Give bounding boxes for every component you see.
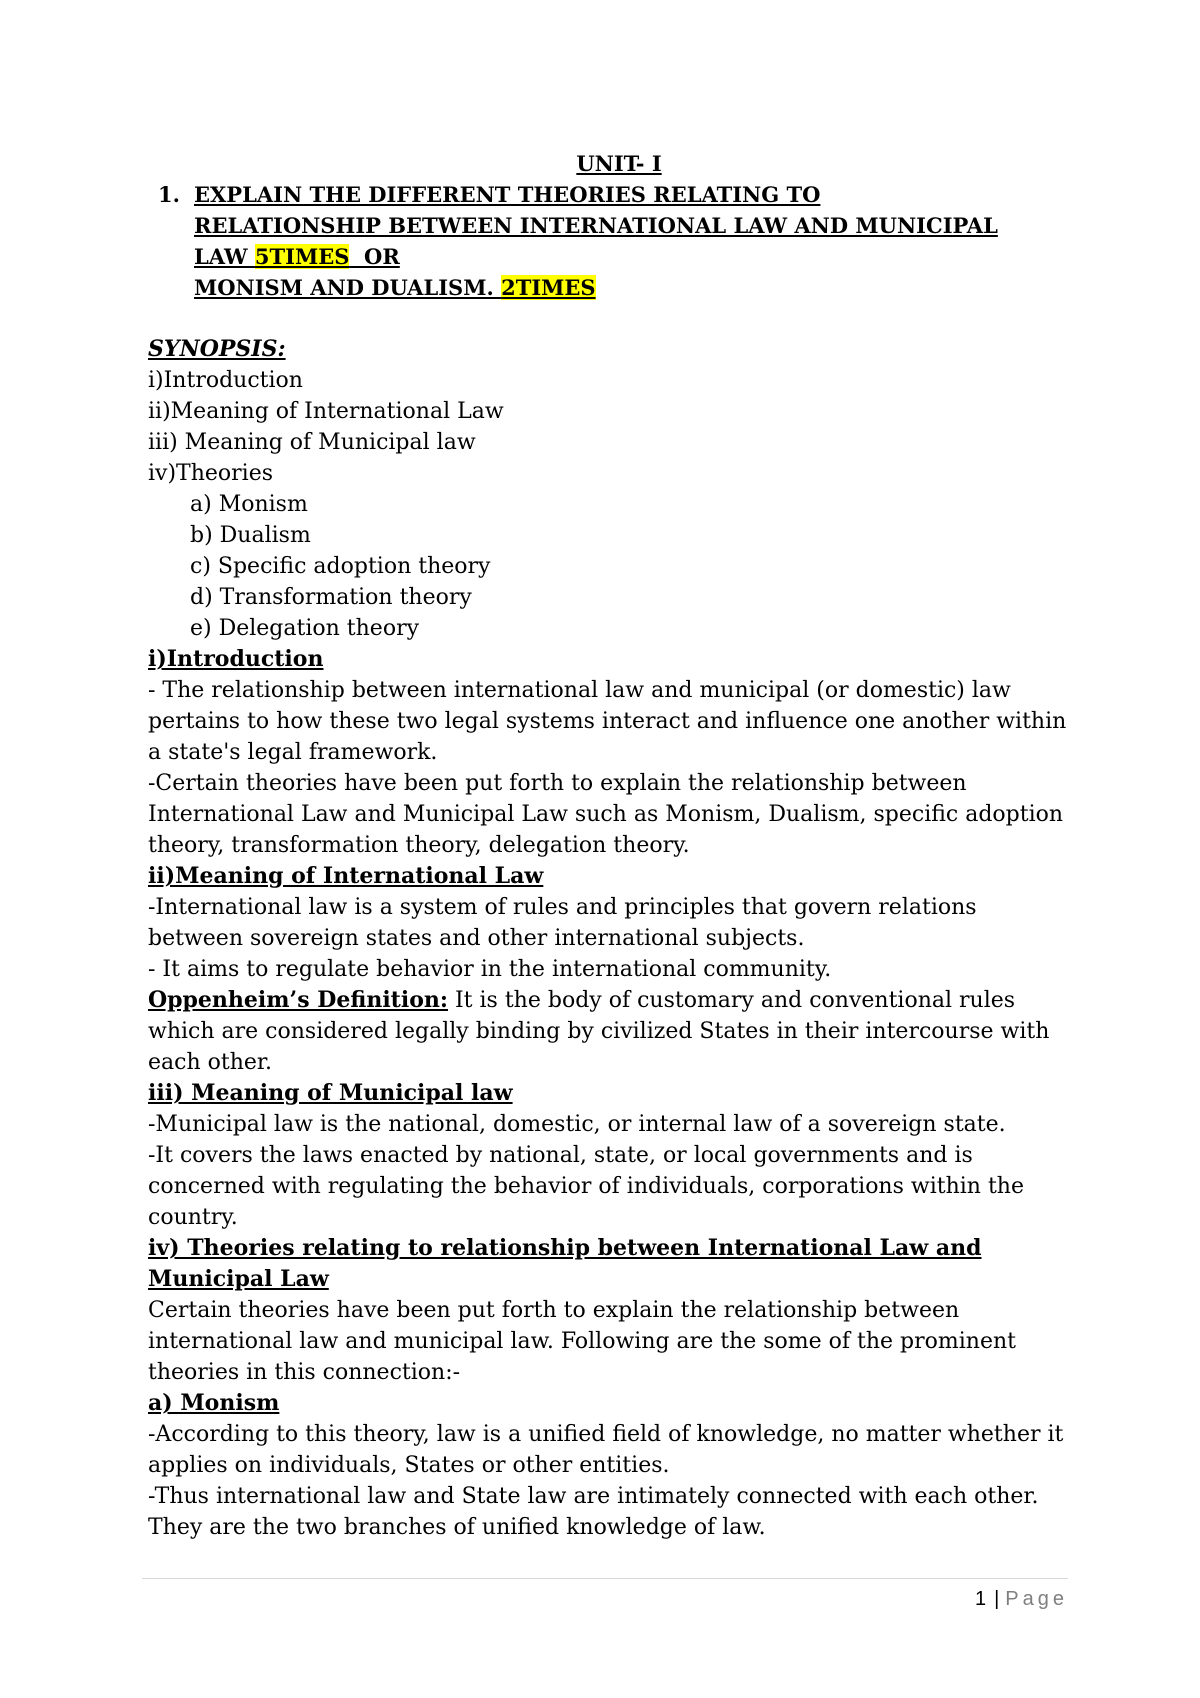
- section-heading-introduction: i)Introduction: [148, 646, 324, 672]
- page-number: 1: [974, 1588, 987, 1610]
- footer-divider: [142, 1578, 1068, 1579]
- frequency-highlight-5times: 5TIMES: [254, 244, 350, 269]
- section-heading-monism: a) Monism: [148, 1390, 280, 1416]
- question-line-3-suffix: OR: [349, 244, 400, 269]
- blank-line: [148, 303, 1078, 334]
- synopsis-title: SYNOPSIS:: [148, 336, 286, 362]
- definition-label: Oppenheim’s Definition:: [148, 987, 448, 1013]
- synopsis-subitem-monism: a) Monism: [190, 492, 308, 517]
- footer-separator: |: [994, 1588, 1000, 1610]
- synopsis-subitem-delegation: e) Delegation theory: [190, 616, 420, 641]
- municipal-law-paragraph-1: -Municipal law is the national, domestic, or internal law of a sovereign state.: [148, 1112, 1006, 1137]
- question-heading: [148, 179, 1078, 303]
- page-content: [148, 148, 1078, 1543]
- monism-paragraph-1: -According to this theory, law is a unified field of knowledge, no matter whether it applies on individuals, States or other entities.: [148, 1422, 1064, 1478]
- synopsis-item-introduction: i)Introduction: [148, 368, 303, 393]
- municipal-law-paragraph-2: -It covers the laws enacted by national, state, or local governments and is concerned with regulating the behavior of individuals, corporations within the country.: [148, 1143, 1024, 1230]
- international-law-paragraph-2: - It aims to regulate behavior in the international community.: [148, 957, 832, 982]
- section-heading-theories: iv) Theories relating to relationship between International Law and Municipal Law: [148, 1235, 982, 1292]
- oppenheim-definition: [148, 985, 1078, 1078]
- question-line-2: RELATIONSHIP BETWEEN INTERNATIONAL LAW AND MUNICIPAL: [194, 213, 998, 238]
- question-line-3-prefix: LAW: [194, 244, 255, 269]
- section-heading-municipal-law: iii) Meaning of Municipal law: [148, 1080, 513, 1106]
- definition-text: It is the body of customary and conventional rules which are considered legally binding by civilized States in their intercourse with each other.: [148, 988, 1050, 1075]
- introduction-paragraph-2: -Certain theories have been put forth to explain the relationship between International Law and Municipal Law such as Monism, Dualism, specific adoption theory, transformation theory, delegation theory.: [148, 771, 1064, 858]
- international-law-paragraph-1: -International law is a system of rules and principles that govern relations between sovereign states and other international subjects.: [148, 895, 977, 951]
- synopsis-subitem-dualism: b) Dualism: [190, 523, 311, 548]
- question-line-4: [194, 272, 1078, 303]
- frequency-highlight-2times: 2TIMES: [501, 275, 596, 300]
- synopsis-item-theories: iv)Theories: [148, 461, 274, 486]
- synopsis-subitem-transformation: d) Transformation theory: [190, 585, 472, 610]
- question-line-3: [194, 241, 1078, 272]
- section-heading-international-law: ii)Meaning of International Law: [148, 863, 544, 889]
- page-label: Page: [1005, 1588, 1068, 1610]
- question-line-4-prefix: MONISM AND DUALISM.: [194, 275, 502, 300]
- synopsis-item-municipal-law: iii) Meaning of Municipal law: [148, 430, 476, 455]
- monism-paragraph-2: -Thus international law and State law are intimately connected with each other. They are the two branches of unified knowledge of law.: [148, 1484, 1039, 1540]
- synopsis-item-international-law: ii)Meaning of International Law: [148, 399, 504, 424]
- introduction-paragraph-1: - The relationship between international law and municipal (or domestic) law pertains to how these two legal systems interact and influence one another within a state's legal framework.: [148, 678, 1067, 765]
- question-line-1: EXPLAIN THE DIFFERENT THEORIES RELATING TO: [194, 182, 821, 207]
- question-number: 1.: [158, 182, 180, 207]
- page-footer: [975, 1587, 1068, 1611]
- unit-title: UNIT- I: [576, 151, 662, 176]
- synopsis-subitem-specific-adoption: c) Specific adoption theory: [190, 554, 491, 579]
- theories-paragraph-1: Certain theories have been put forth to explain the relationship between international law and municipal law. Following are the some of the prominent theories in this connection:-: [148, 1298, 1016, 1385]
